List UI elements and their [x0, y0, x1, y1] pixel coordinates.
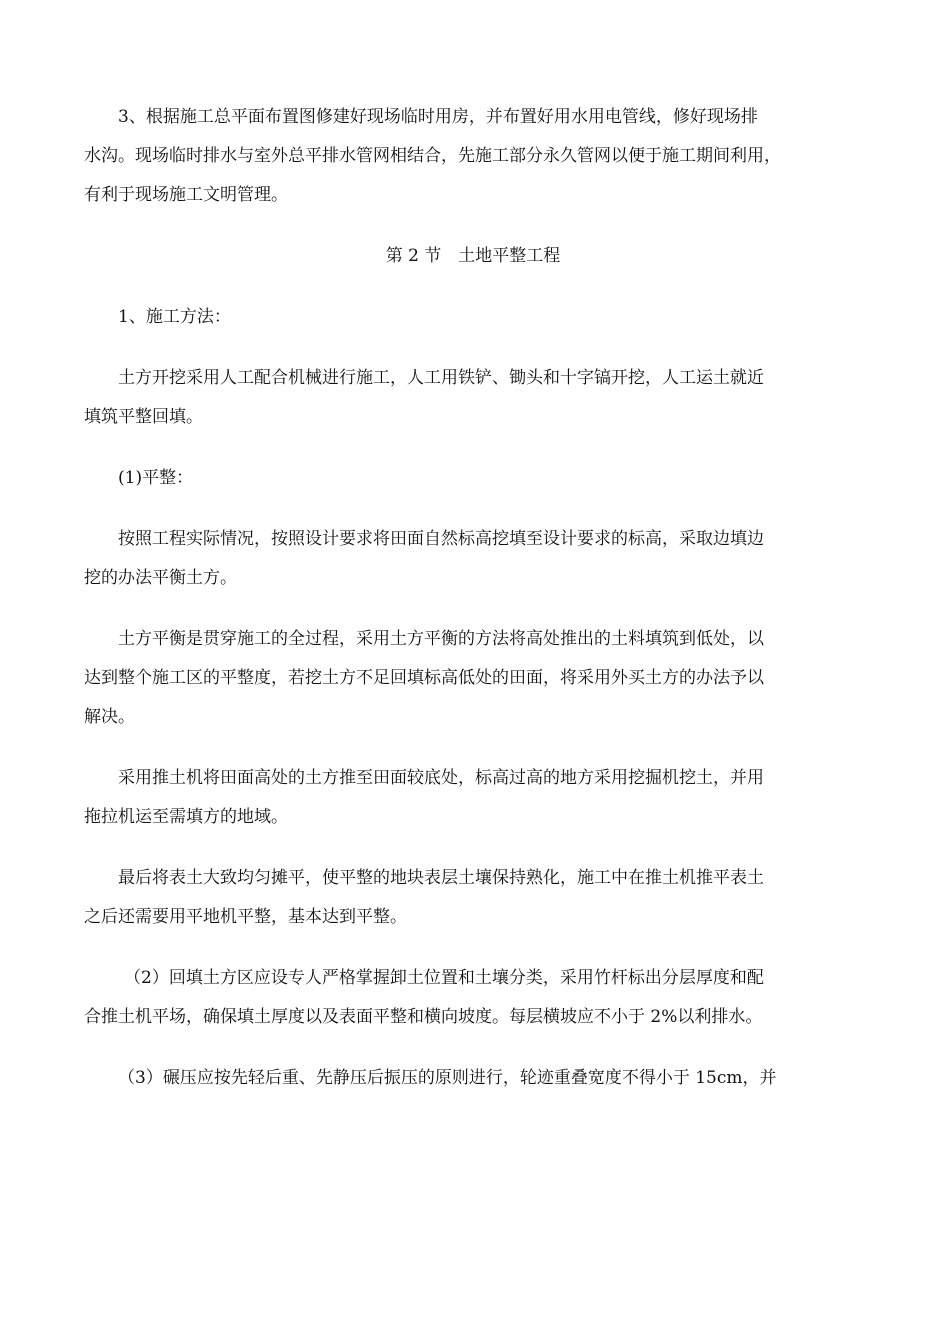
paragraph-leveling-heading: [84, 459, 862, 498]
paragraph-compaction: [84, 1059, 862, 1098]
text-line: 土方平衡是贯穿施工的全过程，采用土方平衡的方法将高处推出的土料填筑到低处，以: [118, 629, 764, 649]
heading-text: 第 2 节 土地平整工程: [385, 246, 561, 266]
text-line: 合推土机平场，确保填土厚度以及表面平整和横向坡度。每层横坡应不小于 2%以利排水。: [84, 1007, 763, 1027]
text-line: 土方开挖采用人工配合机械进行施工，人工用铁铲、锄头和十字镐开挖，人工运土就近: [118, 368, 764, 388]
text-line: 按照工程实际情况，按照设计要求将田面自然标高挖填至设计要求的标高，采取边填边: [118, 529, 764, 549]
paragraph-leveling-design: [84, 520, 862, 598]
text-line: 解决。: [84, 707, 135, 727]
text-line: 1、施工方法：: [118, 307, 231, 327]
text-line: 水沟。现场临时排水与室外总平排水管网相结合，先施工部分永久管网以便于施工期间利用，: [84, 146, 781, 166]
text-line: 有利于现场施工文明管理。: [84, 185, 288, 205]
paragraph-construction-method: [84, 298, 862, 337]
text-line: （2）回填土方区应设专人严格掌握卸土位置和土壤分类，采用竹杆标出分层厚度和配: [124, 968, 764, 988]
paragraph-topsoil: [84, 859, 862, 937]
text-line: 填筑平整回填。: [84, 407, 203, 427]
paragraph-bulldozer: [84, 759, 862, 837]
paragraph-temporary-facilities: [84, 98, 862, 215]
text-line: （3）碾压应按先轻后重、先静压后振压的原则进行，轮迹重叠宽度不得小于 15cm，并: [118, 1068, 777, 1088]
paragraph-earthwork-excavation: [84, 359, 862, 437]
text-line: 挖的办法平衡土方。: [84, 568, 237, 588]
text-line: 之后还需要用平地机平整，基本达到平整。: [84, 907, 407, 927]
text-line: 采用推土机将田面高处的土方推至田面较底处，标高过高的地方采用挖掘机挖土，并用: [118, 768, 764, 788]
text-line: 最后将表土大致均匀摊平，使平整的地块表层土壤保持熟化，施工中在推土机推平表土: [118, 868, 764, 888]
paragraph-backfill: [84, 959, 862, 1037]
section-heading: [84, 237, 862, 276]
text-line: 3、根据施工总平面布置图修建好现场临时用房，并布置好用水用电管线，修好现场排: [118, 107, 758, 127]
paragraph-earth-balance: [84, 620, 862, 737]
text-line: 拖拉机运至需填方的地域。: [84, 807, 288, 827]
document-page: [84, 98, 862, 1120]
text-line: (1)平整：: [118, 468, 194, 488]
text-line: 达到整个施工区的平整度，若挖土方不足回填标高低处的田面，将采用外买土方的办法予以: [84, 668, 764, 688]
